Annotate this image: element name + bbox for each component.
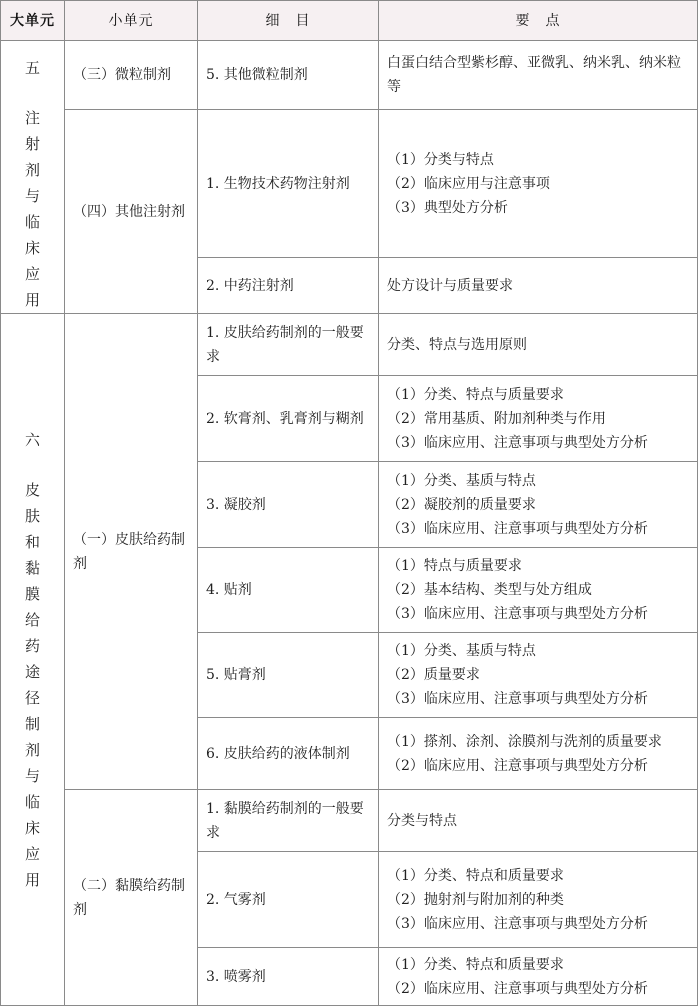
point-line: （1）分类与特点 [387,151,494,168]
point-line: （2）基本结构、类型与处方组成 [387,582,592,598]
point-line: 白蛋白结合型紫杉醇、亚微乳、纳米乳、纳米粒等 [387,55,681,95]
point-line: （1）特点与质量要求 [387,558,522,574]
points-cell [379,314,698,376]
point-line: （2）临床应用与注意事项 [387,175,550,192]
point-line: 分类、特点与选用原则 [387,336,527,353]
unit-title: 注射剂与临床应用 [24,109,40,309]
points-cell [379,790,698,852]
point-line: （2）抛射剂与附加剂的种类 [387,891,564,908]
detail-cell: 5. 贴膏剂 [198,633,379,718]
point-line: （2）质量要求 [387,667,480,683]
point-line: （3）临床应用、注意事项与典型处方分析 [387,915,648,932]
detail-cell: 2. 中药注射剂 [198,258,379,314]
header-major-unit: 大单元 [1,1,65,41]
detail-cell: 5. 其他微粒制剂 [198,41,379,110]
table-row [1,314,698,376]
points-cell [379,948,698,1006]
table-row [1,790,698,852]
sub-unit: （一）皮肤给药制剂 [65,314,198,790]
point-line: （1）分类、基质与特点 [387,472,536,489]
point-line: （1）分类、特点与质量要求 [387,386,564,403]
points-cell [379,633,698,718]
point-line: 处方设计与质量要求 [387,277,513,294]
points-cell [379,41,698,110]
point-line: （3）临床应用、注意事项与典型处方分析 [387,606,648,622]
detail-cell: 6. 皮肤给药的液体制剂 [198,718,379,790]
major-unit-6 [1,314,65,1006]
point-line: （2）凝胶剂的质量要求 [387,496,536,513]
detail-cell: 2. 软膏剂、乳膏剂与糊剂 [198,376,379,462]
header-row [1,1,698,41]
detail-cell: 2. 气雾剂 [198,852,379,948]
detail-cell: 1. 生物技术药物注射剂 [198,110,379,258]
header-sub-unit: 小单元 [65,1,198,41]
points-cell [379,110,698,258]
points-cell [379,258,698,314]
point-line: （2）临床应用、注意事项与典型处方分析 [387,980,648,997]
unit-number: 六 [24,430,40,449]
header-detail: 细 目 [198,1,379,41]
point-line: （1）分类、特点和质量要求 [387,867,564,884]
point-line: （1）分类、基质与特点 [387,643,536,659]
table-row [1,41,698,110]
detail-cell: 1. 皮肤给药制剂的一般要求 [198,314,379,376]
point-line: （2）临床应用、注意事项与典型处方分析 [387,757,648,774]
point-line: （3）临床应用、注意事项与典型处方分析 [387,520,648,537]
unit-title: 皮肤和黏膜给药途径制剂与临床应用 [24,480,40,889]
sub-unit: （二）黏膜给药制剂 [65,790,198,1006]
point-line: （2）常用基质、附加剂种类与作用 [387,410,606,427]
points-cell [379,852,698,948]
point-line: （1）搽剂、涂剂、涂膜剂与洗剂的质量要求 [387,733,662,750]
point-line: （1）分类、特点和质量要求 [387,956,564,973]
point-line: （3）临床应用、注意事项与典型处方分析 [387,434,648,451]
header-key-points: 要 点 [379,1,698,41]
points-cell [379,376,698,462]
points-cell [379,718,698,790]
point-line: （3）临床应用、注意事项与典型处方分析 [387,691,648,707]
point-line: （3）典型处方分析 [387,199,508,216]
points-cell [379,462,698,548]
detail-cell: 3. 凝胶剂 [198,462,379,548]
sub-unit: （四）其他注射剂 [65,110,198,314]
detail-cell: 3. 喷雾剂 [198,948,379,1006]
table-row [1,110,698,258]
points-cell [379,548,698,633]
sub-unit: （三）微粒制剂 [65,41,198,110]
detail-cell: 1. 黏膜给药制剂的一般要求 [198,790,379,852]
detail-cell: 4. 贴剂 [198,548,379,633]
point-line: 分类与特点 [387,812,457,829]
major-unit-5 [1,41,65,314]
unit-number: 五 [24,59,40,77]
